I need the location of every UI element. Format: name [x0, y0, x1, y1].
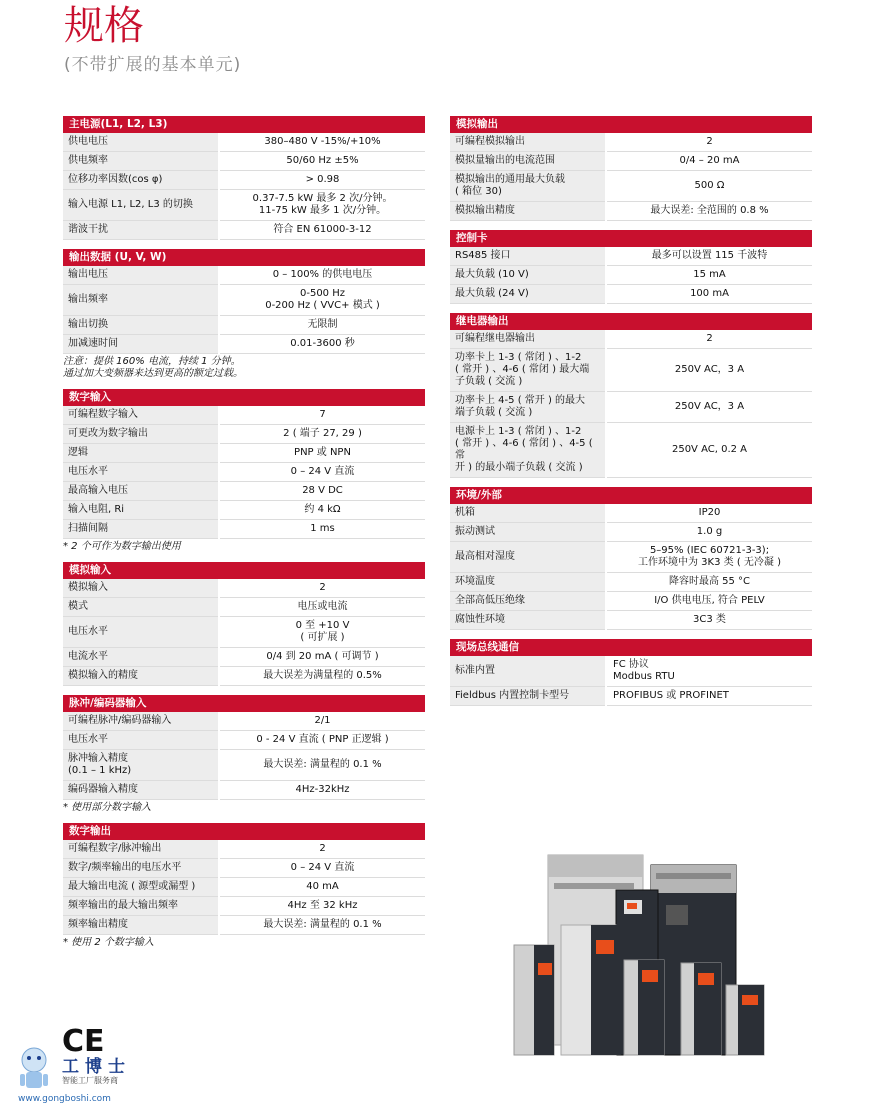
spec-value: 电压或电流 [219, 598, 425, 617]
spec-key: 机箱 [450, 504, 606, 523]
section-note: * 使用 2 个数字输入 [63, 937, 154, 948]
spec-value: PNP 或 NPN [219, 444, 425, 463]
spec-value: 250V AC，3 A [606, 349, 812, 392]
section-header: 模拟输出 [450, 116, 812, 133]
spec-value: 0 - 24 V 直流 ( PNP 正逻辑 ) [219, 731, 425, 750]
table-row [63, 648, 425, 667]
spec-value: 4Hz-32kHz [219, 781, 425, 800]
spec-key: 最大负载 (24 V) [450, 285, 606, 304]
logo-name: 工博士 [62, 1057, 131, 1077]
table-row [450, 542, 812, 573]
spec-value: 无限制 [219, 316, 425, 335]
spec-value: PROFIBUS 或 PROFINET [606, 687, 812, 706]
spec-value: 约 4 kΩ [219, 501, 425, 520]
table-row [450, 687, 812, 706]
section-header: 数字输出 [63, 823, 425, 840]
spec-section [63, 389, 425, 553]
spec-value: 0 – 24 V 直流 [219, 859, 425, 878]
table-row [63, 152, 425, 171]
table-row [450, 152, 812, 171]
spec-value: > 0.98 [219, 171, 425, 190]
spec-key: 扫描间隔 [63, 520, 219, 539]
spec-key: 可编程模拟输出 [450, 133, 606, 152]
spec-value: 4Hz 至 32 kHz [219, 897, 425, 916]
spec-value: 最大误差: 全范围的 0.8 % [606, 202, 812, 221]
spec-key: 输出电压 [63, 266, 219, 285]
spec-value: 50/60 Hz ±5% [219, 152, 425, 171]
spec-section [450, 639, 812, 706]
table-row [450, 523, 812, 542]
spec-key: 加减速时间 [63, 335, 219, 354]
table-row [450, 266, 812, 285]
table-row [63, 335, 425, 354]
spec-section [63, 116, 425, 240]
table-row [450, 611, 812, 630]
spec-table [450, 247, 812, 304]
spec-key: 数字/频率输出的电压水平 [63, 859, 219, 878]
spec-key: 电压水平 [63, 617, 219, 648]
page-title: 规格 [64, 3, 144, 49]
spec-key: 频率输出的最大输出频率 [63, 897, 219, 916]
spec-key: 供电频率 [63, 152, 219, 171]
spec-value: 250V AC，3 A [606, 392, 812, 423]
spec-key: 编码器输入精度 [63, 781, 219, 800]
spec-key: 振动测试 [450, 523, 606, 542]
page-subtitle: (不带扩展的基本单元) [64, 55, 242, 75]
spec-value: 2 [606, 133, 812, 152]
spec-key: 标准内置 [450, 656, 606, 687]
spec-key: 模式 [63, 598, 219, 617]
section-header: 环境/外部 [450, 487, 812, 504]
table-row [63, 878, 425, 897]
spec-value: 最多可以设置 115 千波特 [606, 247, 812, 266]
spec-section [63, 823, 425, 949]
spec-key: 电源卡上 1-3 ( 常闭 ) 、1-2 ( 常开 ) 、4-6 ( 常闭 ) 、4-5 ( 常 开 ) 的最小端子负载 ( 交流 ) [450, 423, 606, 478]
spec-value: 0/4 到 20 mA ( 可调节 ) [219, 648, 425, 667]
section-header: 继电器输出 [450, 313, 812, 330]
spec-value: 0 – 24 V 直流 [219, 463, 425, 482]
spec-value: 250V AC, 0.2 A [606, 423, 812, 478]
spec-table [63, 840, 425, 935]
table-row [63, 482, 425, 501]
table-row [63, 133, 425, 152]
spec-value: 0-500 Hz 0-200 Hz ( VVC+ 模式 ) [219, 285, 425, 316]
section-header: 输出数据 (U, V, W) [63, 249, 425, 266]
table-row [450, 171, 812, 202]
spec-key: 最大负载 (10 V) [450, 266, 606, 285]
spec-key: 全部高低压绝缘 [450, 592, 606, 611]
spec-key: 可编程继电器输出 [450, 330, 606, 349]
spec-value: 0 至 +10 V ( 可扩展 ) [219, 617, 425, 648]
spec-table [450, 656, 812, 706]
table-row [63, 712, 425, 731]
spec-key: 模拟输出的通用最大负载 ( 箱位 30) [450, 171, 606, 202]
spec-value: 5–95% (IEC 60721-3-3); 工作环境中为 3K3 类 ( 无冷凝 ) [606, 542, 812, 573]
spec-key: 腐蚀性环境 [450, 611, 606, 630]
table-row [450, 504, 812, 523]
spec-value: 0.37-7.5 kW 最多 2 次/分钟。 11-75 kW 最多 1 次/分钟。 [219, 190, 425, 221]
table-row [450, 202, 812, 221]
spec-value: 100 mA [606, 285, 812, 304]
spec-key: 模拟输出精度 [450, 202, 606, 221]
spec-key: 输入电阻, Ri [63, 501, 219, 520]
logo-url-link[interactable]: www.gongboshi.com [18, 1094, 111, 1104]
spec-key: 逻辑 [63, 444, 219, 463]
spec-value: 2 [606, 330, 812, 349]
section-header: 模拟输入 [63, 562, 425, 579]
spec-key: 输出切换 [63, 316, 219, 335]
section-note: * 2 个可作为数字输出使用 [63, 541, 181, 552]
spec-key: 位移功率因数(cos φ) [63, 171, 219, 190]
spec-key: 输出频率 [63, 285, 219, 316]
spec-value: 0.01-3600 秒 [219, 335, 425, 354]
table-row [63, 425, 425, 444]
spec-table [450, 504, 812, 630]
spec-key: 供电电压 [63, 133, 219, 152]
spec-value: 500 Ω [606, 171, 812, 202]
table-row [450, 592, 812, 611]
table-row [63, 501, 425, 520]
table-row [450, 133, 812, 152]
section-header: 主电源(L1, L2, L3) [63, 116, 425, 133]
table-row [63, 897, 425, 916]
table-row [63, 190, 425, 221]
spec-value: 降容时最高 55 °C [606, 573, 812, 592]
spec-table [450, 330, 812, 478]
table-row [63, 781, 425, 800]
table-row [63, 406, 425, 425]
spec-value: 0 – 100% 的供电电压 [219, 266, 425, 285]
spec-key: 环境温度 [450, 573, 606, 592]
spec-key: 功率卡上 4-5 ( 常开 ) 的最大 端子负载 ( 交流 ) [450, 392, 606, 423]
spec-value: 2 ( 端子 27, 29 ) [219, 425, 425, 444]
spec-key: 电流水平 [63, 648, 219, 667]
product-drives-image [506, 845, 774, 1060]
spec-value: 40 mA [219, 878, 425, 897]
spec-key: RS485 接口 [450, 247, 606, 266]
spec-section [450, 313, 812, 478]
section-note: * 使用部分数字输入 [63, 802, 152, 813]
spec-value: FC 协议 Modbus RTU [606, 656, 812, 687]
spec-section [450, 230, 812, 304]
table-row [63, 221, 425, 240]
spec-key: 功率卡上 1-3 ( 常闭 ) 、1-2 ( 常开 ) 、4-6 ( 常闭 ) 最大端 子负载 ( 交流 ) [450, 349, 606, 392]
spec-value: 2 [219, 840, 425, 859]
spec-key: 最高输入电压 [63, 482, 219, 501]
table-row [450, 349, 812, 392]
spec-value: 符合 EN 61000-3-12 [219, 221, 425, 240]
section-header: 脉冲/编码器输入 [63, 695, 425, 712]
table-row [63, 463, 425, 482]
table-row [63, 285, 425, 316]
table-row [450, 423, 812, 478]
spec-table [63, 133, 425, 240]
spec-key: 电压水平 [63, 731, 219, 750]
spec-key: Fieldbus 内置控制卡型号 [450, 687, 606, 706]
spec-value: 7 [219, 406, 425, 425]
table-row [450, 247, 812, 266]
logo-tagline: 智能工厂服务商 [62, 1076, 118, 1085]
ce-mark: CE [62, 1024, 105, 1059]
spec-key: 可编程数字/脉冲输出 [63, 840, 219, 859]
table-row [63, 316, 425, 335]
section-header: 控制卡 [450, 230, 812, 247]
spec-value: 28 V DC [219, 482, 425, 501]
spec-value: 15 mA [606, 266, 812, 285]
table-row [63, 667, 425, 686]
table-row [450, 330, 812, 349]
table-row [63, 916, 425, 935]
spec-value: 2 [219, 579, 425, 598]
section-header: 现场总线通信 [450, 639, 812, 656]
spec-value: 1 ms [219, 520, 425, 539]
table-row [63, 598, 425, 617]
spec-section [450, 487, 812, 630]
table-row [63, 840, 425, 859]
spec-key: 脉冲输入精度 (0.1 – 1 kHz) [63, 750, 219, 781]
right-column [450, 116, 812, 715]
spec-key: 模拟输入的精度 [63, 667, 219, 686]
spec-value: 1.0 g [606, 523, 812, 542]
spec-value: 2/1 [219, 712, 425, 731]
spec-section [450, 116, 812, 221]
table-row [450, 285, 812, 304]
spec-table [63, 266, 425, 354]
table-row [63, 520, 425, 539]
spec-section [63, 695, 425, 814]
spec-table [63, 406, 425, 539]
table-row [450, 392, 812, 423]
section-note: 注意：提供 160% 电流，持续 1 分钟。 通过加大变频器来达到更高的额定过载。 [63, 356, 243, 379]
spec-key: 最高相对湿度 [450, 542, 606, 573]
spec-key: 模拟量输出的电流范围 [450, 152, 606, 171]
spec-key: 可编程数字输入 [63, 406, 219, 425]
table-row [63, 617, 425, 648]
spec-section [63, 562, 425, 686]
section-header: 数字输入 [63, 389, 425, 406]
table-row [63, 444, 425, 463]
spec-key: 模拟输入 [63, 579, 219, 598]
spec-key: 可更改为数字输出 [63, 425, 219, 444]
spec-table [450, 133, 812, 221]
spec-section [63, 249, 425, 380]
table-row [63, 750, 425, 781]
spec-key: 电压水平 [63, 463, 219, 482]
table-row [63, 579, 425, 598]
spec-value: I/O 供电电压, 符合 PELV [606, 592, 812, 611]
spec-key: 最大输出电流 ( 源型或漏型 ) [63, 878, 219, 897]
spec-key: 谐波干扰 [63, 221, 219, 240]
table-row [450, 656, 812, 687]
table-row [63, 859, 425, 878]
spec-key: 可编程脉冲/编码器输入 [63, 712, 219, 731]
spec-key: 频率输出精度 [63, 916, 219, 935]
spec-value: 最大误差: 满量程的 0.1 % [219, 916, 425, 935]
spec-value: 最大误差为满量程的 0.5% [219, 667, 425, 686]
spec-value: 0/4 – 20 mA [606, 152, 812, 171]
table-row [63, 731, 425, 750]
spec-table [63, 712, 425, 800]
spec-value: IP20 [606, 504, 812, 523]
spec-value: 3C3 类 [606, 611, 812, 630]
spec-value: 380–480 V -15%/+10% [219, 133, 425, 152]
spec-table [63, 579, 425, 686]
spec-value: 最大误差: 满量程的 0.1 % [219, 750, 425, 781]
table-row [450, 573, 812, 592]
left-column [63, 116, 425, 958]
table-row [63, 171, 425, 190]
table-row [63, 266, 425, 285]
spec-key: 输入电源 L1, L2, L3 的切换 [63, 190, 219, 221]
